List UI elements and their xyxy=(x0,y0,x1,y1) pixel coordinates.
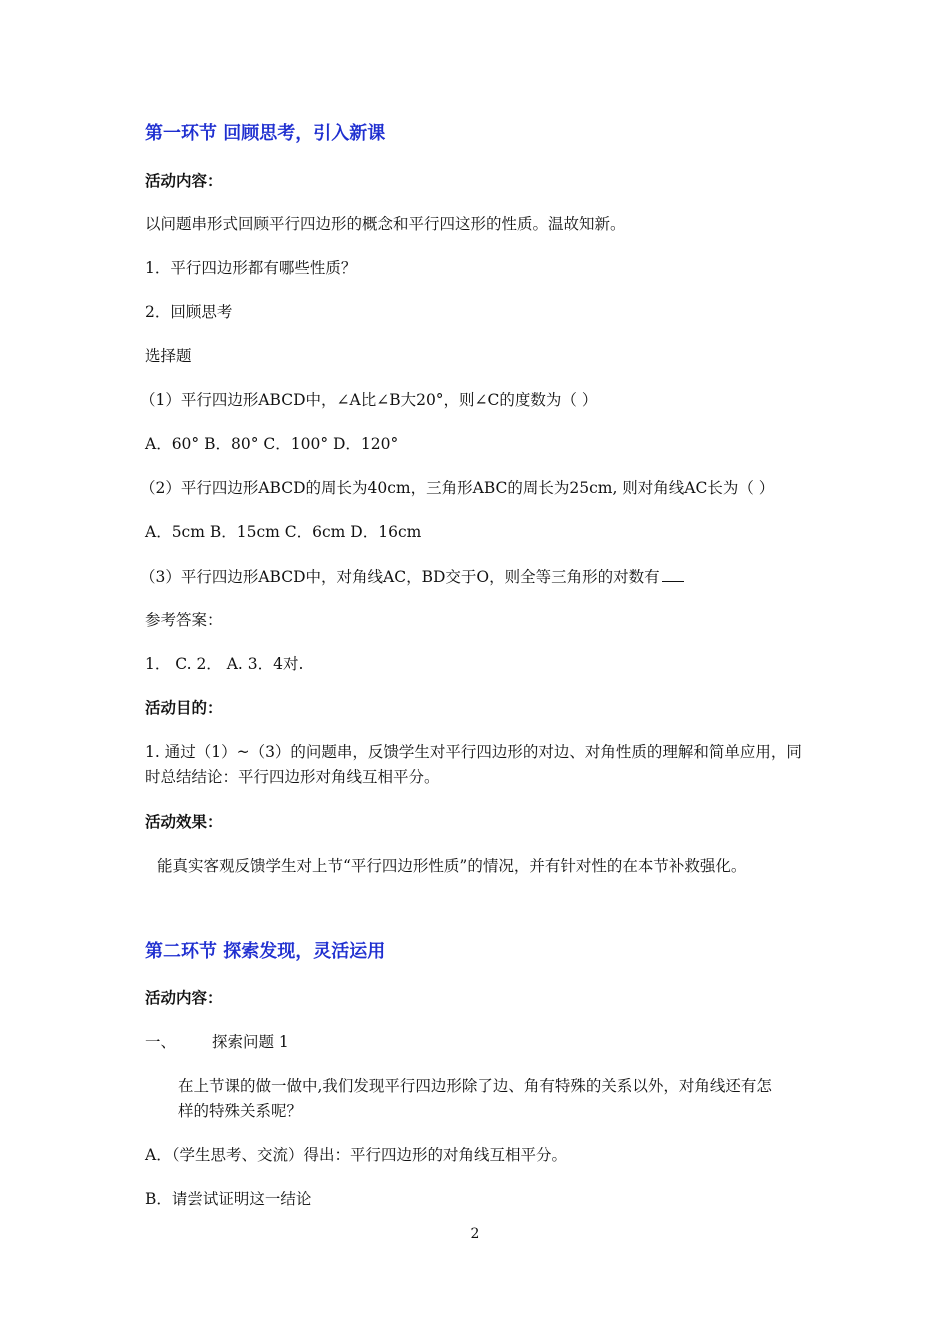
question-2: 2．回顾思考 xyxy=(145,303,233,321)
choice-title: 选择题 xyxy=(145,347,192,365)
purpose-label: 活动目的： xyxy=(145,699,223,717)
section2-content-label: 活动内容： xyxy=(145,989,223,1007)
purpose-line-2: 时总结结论：平行四边形对角线互相平分。 xyxy=(145,768,440,786)
effect-label: 活动效果： xyxy=(145,813,223,831)
effect-text: 能真实客观反馈学生对上节“平行四边形性质”的情况，并有针对性的在本节补救强化。 xyxy=(157,857,747,875)
problem-1-options: A．60° B．80° C．100° D．120° xyxy=(145,435,399,453)
answer-label: 参考答案： xyxy=(145,611,223,629)
purpose-line-1: 1. 通过（1）~（3）的问题串，反馈学生对平行四边形的对边、对角性质的理解和简单应用，同 xyxy=(145,743,802,761)
item-number: 一、 xyxy=(145,1033,177,1051)
explore-para-line-1: 在上节课的做一做中,我们发现平行四边形除了边、角有特殊的关系以外，对角线还有怎 xyxy=(178,1077,772,1095)
section1-intro: 以问题串形式回顾平行四边形的概念和平行四这形的性质。温故知新。 xyxy=(145,215,626,233)
answer-blank xyxy=(662,565,684,582)
explore-para-line-2: 样的特殊关系呢？ xyxy=(178,1102,303,1120)
problem-1: （1）平行四边形ABCD中，∠A比∠B大20°，则∠C的度数为（ ） xyxy=(140,391,598,409)
question-1: 1．平行四边形都有哪些性质？ xyxy=(145,259,357,277)
item-a: A．（学生思考、交流）得出：平行四边形的对角线互相平分。 xyxy=(145,1146,567,1164)
page-number: 2 xyxy=(470,1226,480,1242)
problem-2: （2）平行四边形ABCD的周长为40cm，三角形ABC的周长为25cm, 则对角线AC长为（ ） xyxy=(140,479,775,497)
answers: 1． C. 2． A. 3．4对. xyxy=(145,655,304,673)
section1-heading: 第一环节 回顾思考，引入新课 xyxy=(145,123,386,144)
problem-3 xyxy=(140,565,684,588)
problem-3-text: （3）平行四边形ABCD中，对角线AC，BD交于O，则全等三角形的对数有 xyxy=(140,568,660,586)
section2-heading: 第二环节 探索发现，灵活运用 xyxy=(145,941,386,962)
problem-2-options: A．5cm B．15cm C．6cm D．16cm xyxy=(145,523,422,541)
item-title: 探索问题 1 xyxy=(212,1033,289,1051)
item-b: B．请尝试证明这一结论 xyxy=(145,1190,312,1208)
section1-content-label: 活动内容： xyxy=(145,172,223,190)
